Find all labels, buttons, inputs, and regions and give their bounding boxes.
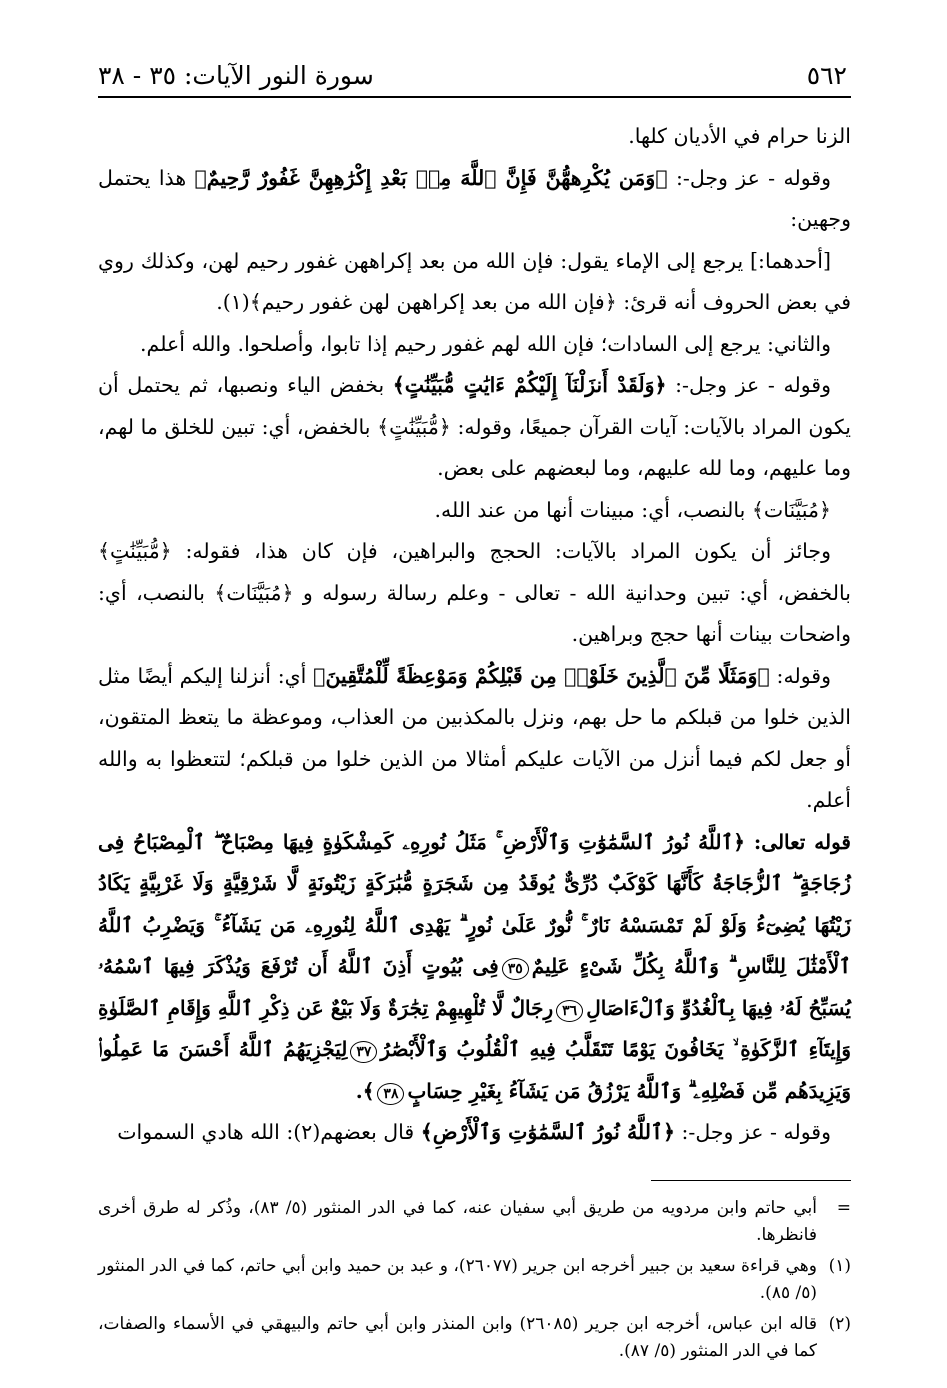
- footnote-text: وهي قراءة سعيد بن جبير أخرجه ابن جرير (٢٦٠٧٧)، و عبد بن حميد وابن أبي حاتم، كما في الدر المنثور (٥/ ٨٥).: [98, 1255, 817, 1303]
- paragraph-2: [98, 158, 851, 241]
- paragraph-5: [98, 365, 851, 490]
- quran-quote: ﴿وَمَثَلًا مِّنَ ٱلَّذِينَ خَلَوْا۟ مِن قَبْلِكُمْ وَمَوْعِظَةً لِّلْمُتَّقِينَ﴾: [313, 663, 770, 688]
- verses-close: ﴾.: [355, 1078, 375, 1103]
- quran-quote: ﴿وَمَن يُكْرِههُّنَّ فَإِنَّ ٱللَّهَ مِنۢ بَعْدِ إِكْرَٰهِهِنَّ غَفُورٌ رَّحِيمٌ﴾: [194, 165, 668, 190]
- footnote-mark: =: [836, 1197, 851, 1218]
- paragraph-2-rest: هذا يحتمل وجهين:: [98, 165, 851, 231]
- paragraph-8: [98, 656, 851, 822]
- paragraph-last-rest: قال بعضهم(٢): الله هادي السموات: [117, 1120, 421, 1144]
- paragraph-3: [أحدهما:] يرجع إلى الإماء يقول: فإن الله من بعد إكراههن غفور رحيم لهن، وكذلك روي في بعض الحروف أنه قرئ: ﴿فإن الله من بعد إكراههن لهن غفور رحيم﴾(١).: [98, 248, 851, 314]
- footnote-divider: [651, 1180, 851, 1181]
- paragraph-last-intro: وقوله - عز وجل-:: [675, 1120, 831, 1144]
- paragraph-4: والثاني: يرجع إلى السادات؛ فإن الله لهم غفور رحيم إذا تابوا، وأصلحوا. والله أعلم.: [140, 331, 831, 356]
- paragraph-last: [98, 1112, 851, 1154]
- paragraph-6: ﴿مُبَيَّنَات﴾ بالنصب، أي: مبينات أنها من عند الله.: [434, 497, 831, 522]
- page-number: ٥٦٢: [806, 61, 847, 90]
- paragraph-1: الزنا حرام في الأديان كلها.: [628, 124, 851, 148]
- surah-title: سورة النور الآيات: ٣٥ - ٣٨: [98, 61, 374, 90]
- paragraph-8-intro: وقوله:: [769, 663, 831, 688]
- ayah-marker-38: ٣٨: [377, 1083, 404, 1105]
- verse-36: فِى بُيُوتٍ أَذِنَ ٱللَّهُ أَن تُرْفَعَ وَيُذْكَرَ فِيهَا ٱسْمُهُۥ يُسَبِّحُ لَهُۥ فِيهَا بِٱلْغُدُوِّ وَٱلْءَاصَالِ: [98, 954, 852, 1020]
- ayah-marker-35: ٣٥: [502, 958, 529, 980]
- main-text: [98, 116, 851, 1154]
- footnote-mark: (١): [828, 1255, 851, 1276]
- verses-label: قوله تعالى:: [744, 829, 851, 854]
- verse-37: رِجَالٌ لَّا تُلْهِيهِمْ تِجَٰرَةٌ وَلَا بَيْعٌ عَن ذِكْرِ ٱللَّهِ وَإِقَامِ ٱلصَّلَوٰةِ وَإِيتَآءِ ٱلزَّكَوٰةِ ۙ يَخَافُونَ يَوْمًا تَتَقَلَّبُ فِيهِ ٱلْقُلُوبُ وَٱلْأَبْصَٰرُ: [98, 995, 851, 1061]
- paragraph-2-intro: وقوله - عز وجل-:: [667, 165, 831, 190]
- paragraph-8-rest: أي: أنزلنا إليكم أيضًا مثل الذين خلوا من قبلكم ما حل بهم، ونزل بالمكذبين من العذاب، وموعظة ما يتعظ المتقون، أو جعل لكم فيما أنزل من الآيات عليكم أمثالا من الذين خلوا من قبلكم؛ لتتعظوا به والله أعلم.: [98, 663, 851, 812]
- ayah-marker-36: ٣٦: [556, 1000, 583, 1022]
- paragraph-5-intro: وقوله - عز وجل-:: [666, 373, 831, 397]
- footnotes: [98, 1195, 851, 1365]
- quran-verses-block: [98, 822, 851, 1113]
- footnote-text: قاله ابن عباس، أخرجه ابن جرير (٢٦٠٨٥) وابن المنذر وابن أبي حاتم والبيهقي في الأسماء والصفات، كما في الدر المنثور (٥/ ٨٧).: [98, 1313, 818, 1361]
- quran-quote: ﴿ٱللَّهُ نُورُ ٱلسَّمَٰوَٰتِ وَٱلْأَرْضِ﴾: [420, 1120, 675, 1144]
- footnote: [98, 1311, 851, 1365]
- quran-quote: ﴿وَلَقَدْ أَنزَلْنَآ إِلَيْكُمْ ءَايَٰتٍ مُّبَيِّنَٰتٍ﴾: [392, 373, 667, 397]
- paragraph-5-rest: بخفض الياء ونصبها، ثم يحتمل أن يكون المراد بالآيات: آيات القرآن جميعًا، وقوله: ﴿مُّبَيِّنَٰتٍ﴾ بالخفض، أي: تبين للخلق ما لهم، وما عليهم، وما لله عليهم، وما لبعضهم على بعض.: [98, 373, 851, 480]
- footnote-text: أبي حاتم وابن مردويه من طريق أبي سفيان عنه، كما في الدر المنثور (٥/ ٨٣)، وذُكر له طرق أخرى فانظرها.: [98, 1197, 817, 1245]
- footnote: [98, 1195, 851, 1249]
- verse-35: ﴿ٱللَّهُ نُورُ ٱلسَّمَٰوَٰتِ وَٱلْأَرْضِ ۚ مَثَلُ نُورِهِۦ كَمِشْكَوٰةٍ فِيهَا مِصْبَاحٌ ۖ ٱلْمِصْبَاحُ فِى زُجَاجَةٍ ۖ ٱلزُّجَاجَةُ كَأَنَّهَا كَوْكَبٌ دُرِّىٌّ يُوقَدُ مِن شَجَرَةٍ مُّبَٰرَكَةٍ زَيْتُونَةٍ لَّا شَرْقِيَّةٍ وَلَا غَرْبِيَّةٍ يَكَادُ زَيْتُهَا يُضِىٓءُ وَلَوْ لَمْ تَمْسَسْهُ نَارٌ ۚ نُّورٌ عَلَىٰ نُورٍ ۗ يَهْدِى ٱللَّهُ لِنُورِهِۦ مَن يَشَآءُ ۚ وَيَضْرِبُ ٱللَّهُ ٱلْأَمْثَٰلَ لِلنَّاسِ ۗ وَٱللَّهُ بِكُلِّ شَىْءٍ عَلِيمٌ: [98, 829, 851, 978]
- footnote: [98, 1253, 851, 1307]
- paragraph-7: وجائز أن يكون المراد بالآيات: الحجج والبراهين، فإن كان هذا، فقوله: ﴿مُّبَيِّنَٰتٍ﴾ بالخفض، أي: تبين وحدانية الله - تعالى - وعلم رسالة رسوله و ﴿مُبَيَّنَات﴾ بالنصب، أي: واضحات بينات أنها حجج وبراهين.: [98, 539, 851, 646]
- footnote-mark: (٢): [828, 1313, 851, 1334]
- page-header: [98, 56, 851, 98]
- verse-38: لِيَجْزِيَهُمُ ٱللَّهُ أَحْسَنَ مَا عَمِلُوا۟ وَيَزِيدَهُم مِّن فَضْلِهِۦ ۗ وَٱللَّهُ يَرْزُقُ مَن يَشَآءُ بِغَيْرِ حِسَابٍ: [98, 1037, 851, 1103]
- ayah-marker-37: ٣٧: [350, 1041, 377, 1063]
